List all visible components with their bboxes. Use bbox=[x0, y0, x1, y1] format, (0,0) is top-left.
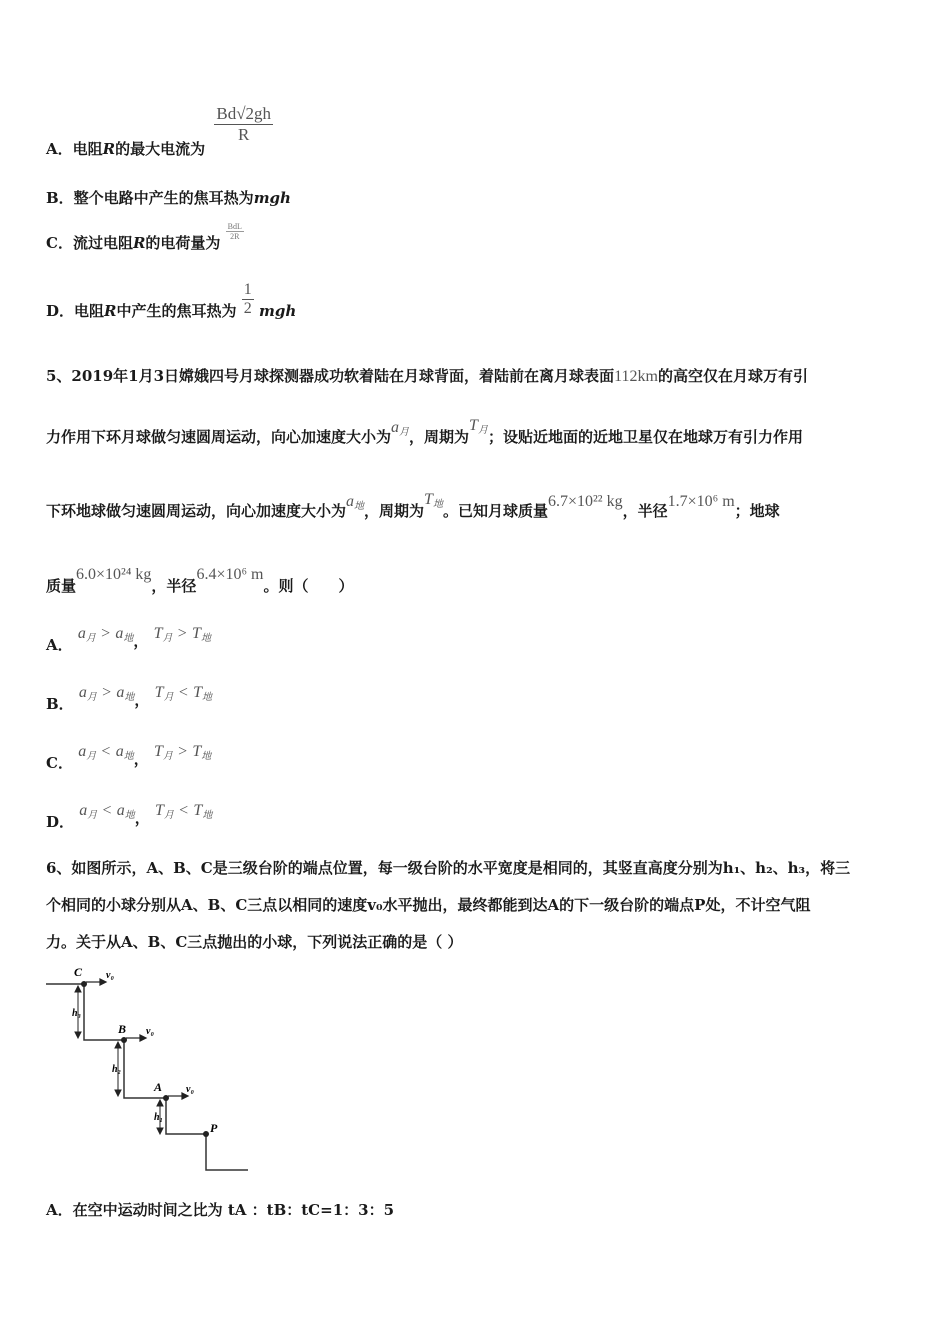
label-h1: h₁ bbox=[154, 1112, 164, 1123]
staircase-figure bbox=[40, 960, 260, 1180]
q5-line-1: 5、2019年1月3日嫦娥四号月球探测器成功软着陆在月球背面，着陆前在离月球表面112km的高空仅在月球万有引 bbox=[46, 367, 808, 385]
q6-line-3: 力。关于从A、B、C三点抛出的小球，下列说法正确的是（ ） bbox=[46, 933, 463, 951]
q5-line-3: 下环地球做匀速圆周运动，向心加速度大小为$a_地$，周期为$T_地$。已知月球质量6.7×10²² kg，半径1.7×10⁶ m；地球 bbox=[46, 491, 780, 520]
q6-option-a: A．在空中运动时间之比为 tA ：tB：tC=1：3：5 bbox=[46, 1201, 395, 1219]
height-arrows bbox=[75, 986, 163, 1134]
point-p bbox=[203, 1131, 209, 1137]
q4-option-a: A．电阻R的最大电流为 $\frac{Bd√2gh}{R}$ bbox=[46, 104, 272, 158]
q6-line-1: 6、如图所示，A、B、C是三级台阶的端点位置，每一级台阶的水平宽度是相同的，其竖直高度分别为h₁、h₂、h₃，将三 bbox=[46, 859, 851, 877]
q5-option-a: A． $a_月 > a_地$， $T_月 > T_地$ bbox=[46, 625, 211, 654]
charge-fraction: $\frac{\text{BdL}}{2R}$ bbox=[227, 222, 242, 241]
velocity-arrows bbox=[86, 979, 188, 1099]
q4-option-c: C．流过电阻R的电荷量为 $\frac{\text{BdL}}{2R}$ bbox=[46, 222, 242, 252]
q5-option-d: D． $a_月 < a_地$， $T_月 < T_地$ bbox=[46, 802, 213, 831]
max-current-fraction: $\frac{Bd√2gh}{R}$ bbox=[216, 104, 272, 144]
half-fraction: $\frac{1}{2}$ bbox=[243, 281, 252, 317]
q4-option-b: B．整个电路中产生的焦耳热为mgh bbox=[46, 189, 291, 207]
q5-line-2: 力作用下环月球做匀速圆周运动，向心加速度大小为$a_月$，周期为$T_月$；设贴近地面的近地卫星仅在地球万有引力作用 bbox=[46, 417, 803, 446]
label-v0-a: v₀ bbox=[186, 1084, 194, 1095]
q5-option-b: B． $a_月 > a_地$， $T_月 < T_地$ bbox=[46, 684, 212, 713]
label-v0-c: v₀ bbox=[106, 970, 114, 981]
q5-line-4: 质量6.0×10²⁴ kg，半径6.4×10⁶ m。则（ ） bbox=[46, 566, 354, 595]
label-a: A bbox=[154, 1080, 163, 1094]
label-h2: h₂ bbox=[112, 1064, 122, 1075]
q5-option-c: C． $a_月 < a_地$， $T_月 > T_地$ bbox=[46, 743, 212, 772]
label-h3: h₃ bbox=[72, 1008, 82, 1019]
q4-option-d: D．电阻R中产生的焦耳热为 $\frac{1}{2}$ mgh bbox=[46, 281, 297, 320]
q6-line-2: 个相同的小球分别从A、B、C三点以相同的速度v₀水平抛出，最终都能到达A的下一级台阶的端点P处，不计空气阻 bbox=[46, 896, 811, 914]
label-c: C bbox=[74, 965, 83, 979]
label-p: P bbox=[210, 1121, 218, 1135]
label-b: B bbox=[118, 1022, 127, 1036]
label-v0-b: v₀ bbox=[146, 1026, 154, 1037]
